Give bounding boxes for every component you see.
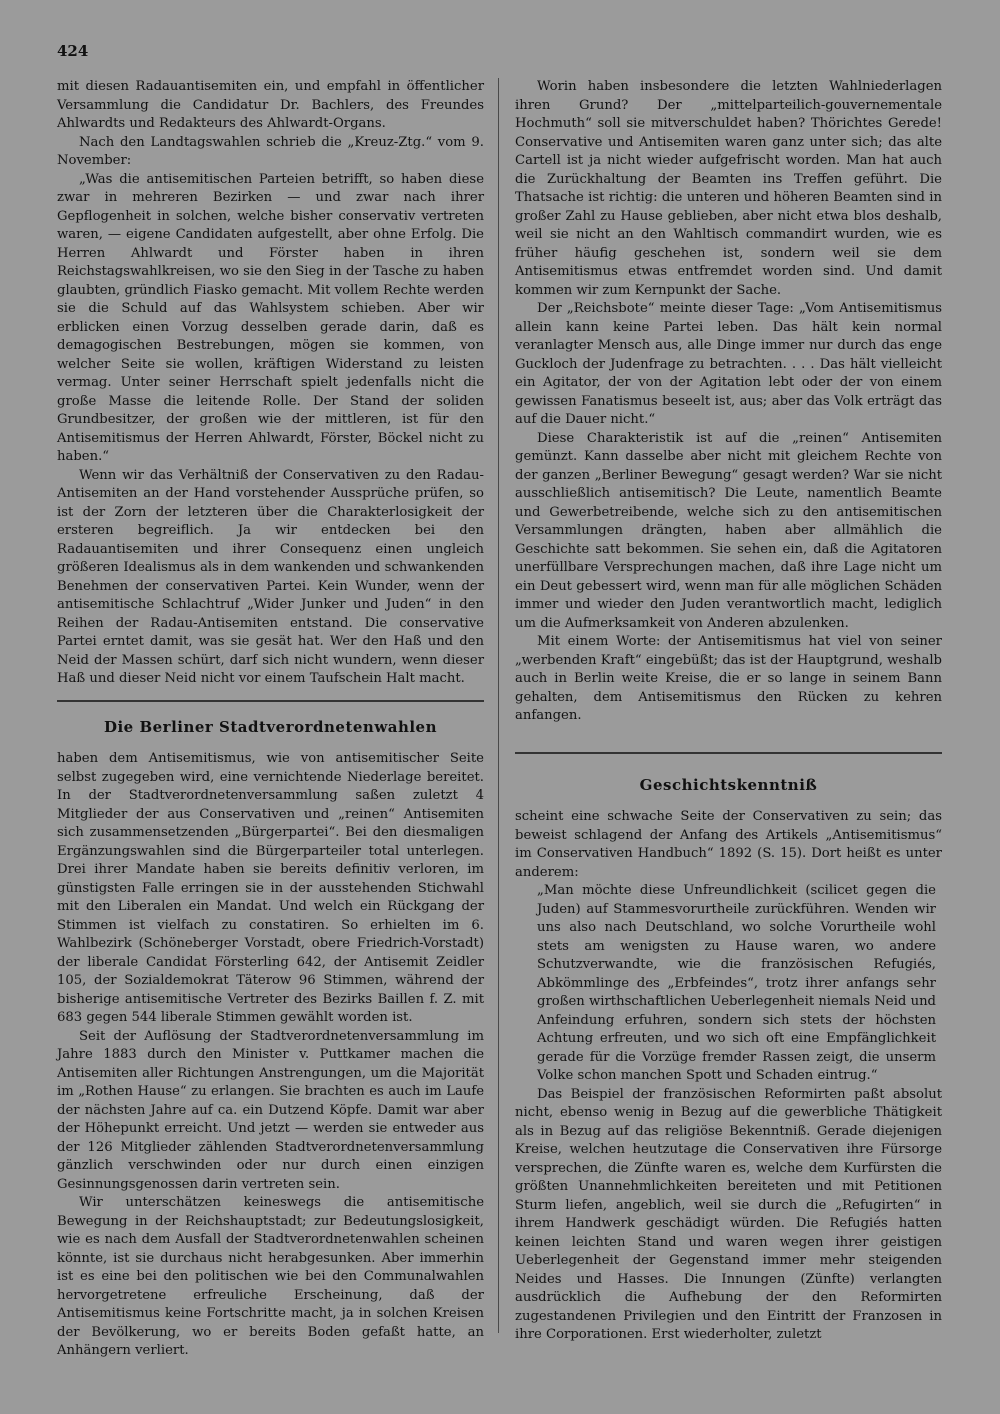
paragraph: Mit einem Worte: der Antisemitismus hat viel von seiner „werbenden Kraft“ eingebüßt; das ist der Hauptgrund, weshalb auch in Berlin weite Kreise, die er so lange in seinem Bann gehalten, dem Antisemitismus den Rücken zu kehren anfangen. (515, 634, 942, 723)
paragraph: Der „Reichsbote“ meinte dieser Tage: „Vom Antisemitismus allein kann keine Partei leben. Das hält kein normal veranlagter Mensch aus, alle Dinge immer nur durch das enge Guckloch der Judenfrage zu betrachten. . . . Das hält vielleicht ein Agitator, der von der Agitation lebt oder der von einem gewissen Fanatismus beseelt ist, aus; aber das Volk erträgt das auf die Dauer nicht.“ (515, 301, 942, 427)
section-heading: Die Berliner Stadtverordnetenwahlen (103, 717, 438, 736)
section-divider (57, 700, 484, 702)
column-divider (498, 78, 499, 1333)
paragraph: Wenn wir das Verhältniß der Conservativen zu den Radau-Antisemiten an der Hand vorstehender Aussprüche prüfen, so ist der Zorn der letzteren über die Charakterlosigkeit der ersteren begreiflich. Ja wir entdecken bei den Radauantisemiten und ihrer Consequenz einen ungleich größeren Idealismus als in dem wankenden und schwankenden Benehmen der conservativen Partei. Kein Wunder, wenn der antisemitische Schlachtruf „Wider Junker und Juden“ in den Reihen der Radau-Antisemiten entstand. Die conservative Partei erntet damit, was sie gesät hat. Wer den Haß und den Neid der Massen schürt, darf sich nicht wundern, wenn dieser Haß und dieser Neid nicht vor einem Taufschein Halt macht. (57, 467, 484, 686)
paragraph: Diese Charakteristik ist auf die „reinen“ Antisemiten gemünzt. Kann dasselbe aber nicht mit gleichem Rechte von der ganzen „Berliner Bewegung“ gesagt werden? War sie nicht ausschließlich antisemitisch? Die Leute, namentlich Beamte und Gewerbetreibende, welche sich zu den antisemitischen Versammlungen drängten, haben aber allmählich die Geschichte satt bekommen. Sie sehen ein, daß die Agitatoren unerfüllbare Versprechungen machen, daß ihre Lage nicht um ein Deut gebessert wird, wenn man für alle möglichen Schäden immer und wieder den Juden verantwortlich macht, lediglich um die Aufmerksamkeit von Anderen abzulenken. (515, 430, 942, 631)
quote-paragraph: „Man möchte diese Unfreundlichkeit (scilicet gegen die Juden) auf Stammesvorurtheile zurückführen. Wenden wir uns also nach Deutschland, wo solche Vorurtheile wohl stets am wenigsten zu Hause waren, wo andere Schutzverwandte, wie die französischen Refugiés, Abkömmlinge des „Erbfeindes“, trotz ihrer anfangs sehr großen wirthschaftlichen Ueberlegenheit niemals Neid und Anfeindung erfuhren, sondern sich stets der höchsten Achtung erfreuten, und wo sich oft eine Empfänglichkeit gerade für die Vorzüge fremder Rassen zeigt, die unserm Volke schon manchen Spott und Schaden eintrug.“ (537, 883, 936, 1083)
quote-paragraph: „Was die antisemitischen Parteien betrifft, so haben diese zwar in mehreren Bezirken — und zwar nach ihrer Gepflogenheit in solchen, welche bisher conservativ vertreten waren, — eigene Candidaten aufgestellt, aber ohne Erfolg. Die Herren Ahlwardt und Förster haben in ihren Reichstagswahlkreisen, wo sie den Sieg in der Tasche zu haben glaubten, gründlich Fiasko gemacht. Mit vollem Rechte werden sie die Schuld auf das Wahlsystem schieben. Aber wir erblicken einen Vorzug desselben gerade darin, daß es demagogischen Bestrebungen, mögen sie kommen, von welcher Seite sie wollen, kräftigen Widerstand zu leisten vermag. Unter seiner Herrschaft spielt jedenfalls nicht die große Masse die leitende Rolle. Der Stand der soliden Grundbesitzer, der großen wie der mittleren, ist für den Antisemitismus der Herren Ahlwardt, Förster, Böckel nicht zu haben.“ (57, 171, 484, 464)
left-column (57, 78, 484, 1361)
paragraph: mit diesen Radauantisemiten ein, und empfahl in öffentlicher Versammlung die Candidatur Dr. Bachlers, des Freundes Ahlwardts und Redakteurs des Ahlwardt-Organs. (57, 79, 484, 131)
right-column (515, 78, 942, 1345)
section-heading: Geschichtskenntniß (639, 775, 818, 794)
paragraph: Seit der Auflösung der Stadtverordnetenversammlung im Jahre 1883 durch den Minister v. Puttkamer machen die Antisemiten aller Richtungen Anstrengungen, um die Majorität im „Rothen Hause“ zu erlangen. Sie brachten es auch im Laufe der nächsten Jahre auf ca. ein Dutzend Köpfe. Damit war aber der Höhepunkt erreicht. Und jetzt — werden sie entweder aus der 126 Mitglieder zählenden Stadtverordnetenversammlung gänzlich verschwinden oder nur durch einen einzigen Gesinnungsgenossen darin vertreten sein. (57, 1028, 484, 1192)
paragraph: haben dem Antisemitismus, wie von antisemitischer Seite selbst zugegeben wird, eine vernichtende Niederlage bereitet. In der Stadtverordnetenversammlung saßen zuletzt 4 Mitglieder der aus Conservativen und „reinen“ Antisemiten sich zusammensetzenden „Bürgerpartei“. Bei den diesmaligen Ergänzungswahlen sind die Bürgerparteiler total unterlegen. Drei ihrer Mandate haben sie bereits definitiv verloren, im günstigsten Falle erringen sie in der ausstehenden Stichwahl mit den Liberalen ein Mandat. Und welch ein Rückgang der Stimmen ist vielfach zu constatiren. So erhielten im 6. Wahlbezirk (Schöneberger Vorstadt, obere Friedrich-Vorstadt) der liberale Candidat Försterling 642, der Antisemit Zeidler 105, der Sozialdemokrat Täterow 96 Stimmen, während der bisherige antisemitische Vertreter des Bezirks Baillen f. Z. mit 683 gegen 544 liberale Stimmen gewählt worden ist. (57, 751, 484, 1025)
paragraph: Nach den Landtagswahlen schrieb die „Kreuz-Ztg.“ vom 9. November: (57, 134, 484, 168)
paragraph: scheint eine schwache Seite der Conservativen zu sein; das beweist schlagend der Anfang des Artikels „Antisemitismus“ im Conservativen Handbuch“ 1892 (S. 15). Dort heißt es unter anderem: (515, 809, 942, 880)
section-divider (515, 752, 942, 754)
paragraph: Das Beispiel der französischen Reformirten paßt absolut nicht, ebenso wenig in Bezug auf die gewerbliche Thätigkeit als in Bezug auf das religiöse Bekenntniß. Gerade diejenigen Kreise, welchen heutzutage die Conservativen ihre Fürsorge versprechen, die Zünfte waren es, welche dem Kurfürsten die größten Unannehmlichkeiten bereiteten und mit Petitionen Sturm liefen, angeblich, weil sie durch die „Refugirten“ in ihrem Handwerk geschädigt würden. Die Refugiés hatten keinen leichten Stand und waren wegen ihrer geistigen Ueberlegenheit der Gegenstand immer mehr steigenden Neides und Hasses. Die Innungen (Zünfte) verlangten ausdrücklich die Aufhebung der den Reformirten zugestandenen Privilegien und den Eintritt der Franzosen in ihre Corporationen. Erst wiederholter, zuletzt (515, 1086, 942, 1342)
paragraph: Worin haben insbesondere die letzten Wahlniederlagen ihren Grund? Der „mittelparteilich-gouvernementale Hochmuth“ soll sie mitverschuldet haben? Thörichtes Gerede! Conservative und Antisemiten waren ganz unter sich; das alte Cartell ist ja nicht wieder aufgefrischt worden. Man hat auch die Zurückhaltung der Beamten ins Treffen geführt. Die Thatsache ist richtig: die unteren und höheren Beamten sind in großer Zahl zu Hause geblieben, aber nicht etwa blos deshalb, weil sie nicht an den Wahltisch commandirt wurden, wie es früher häufig geschehen ist, sondern weil sie dem Antisemitismus etwas entfremdet worden sind. Und damit kommen wir zum Kernpunkt der Sache. (515, 79, 942, 298)
paragraph: Wir unterschätzen keineswegs die antisemitische Bewegung in der Reichshauptstadt; zur Bedeutungslosigkeit, wie es nach dem Ausfall der Stadtverordnetenwahlen scheinen könnte, ist sie durchaus nicht herabgesunken. Aber immerhin ist es eine bei den politischen wie bei den Communalwahlen hervorgetretene erfreuliche Erscheinung, daß der Antisemitismus keine Fortschritte macht, ja in solchen Kreisen der Bevölkerung, wo er bereits Boden gefaßt hatte, an Anhängern verliert. (57, 1195, 484, 1358)
page-number: 424 (57, 42, 89, 60)
